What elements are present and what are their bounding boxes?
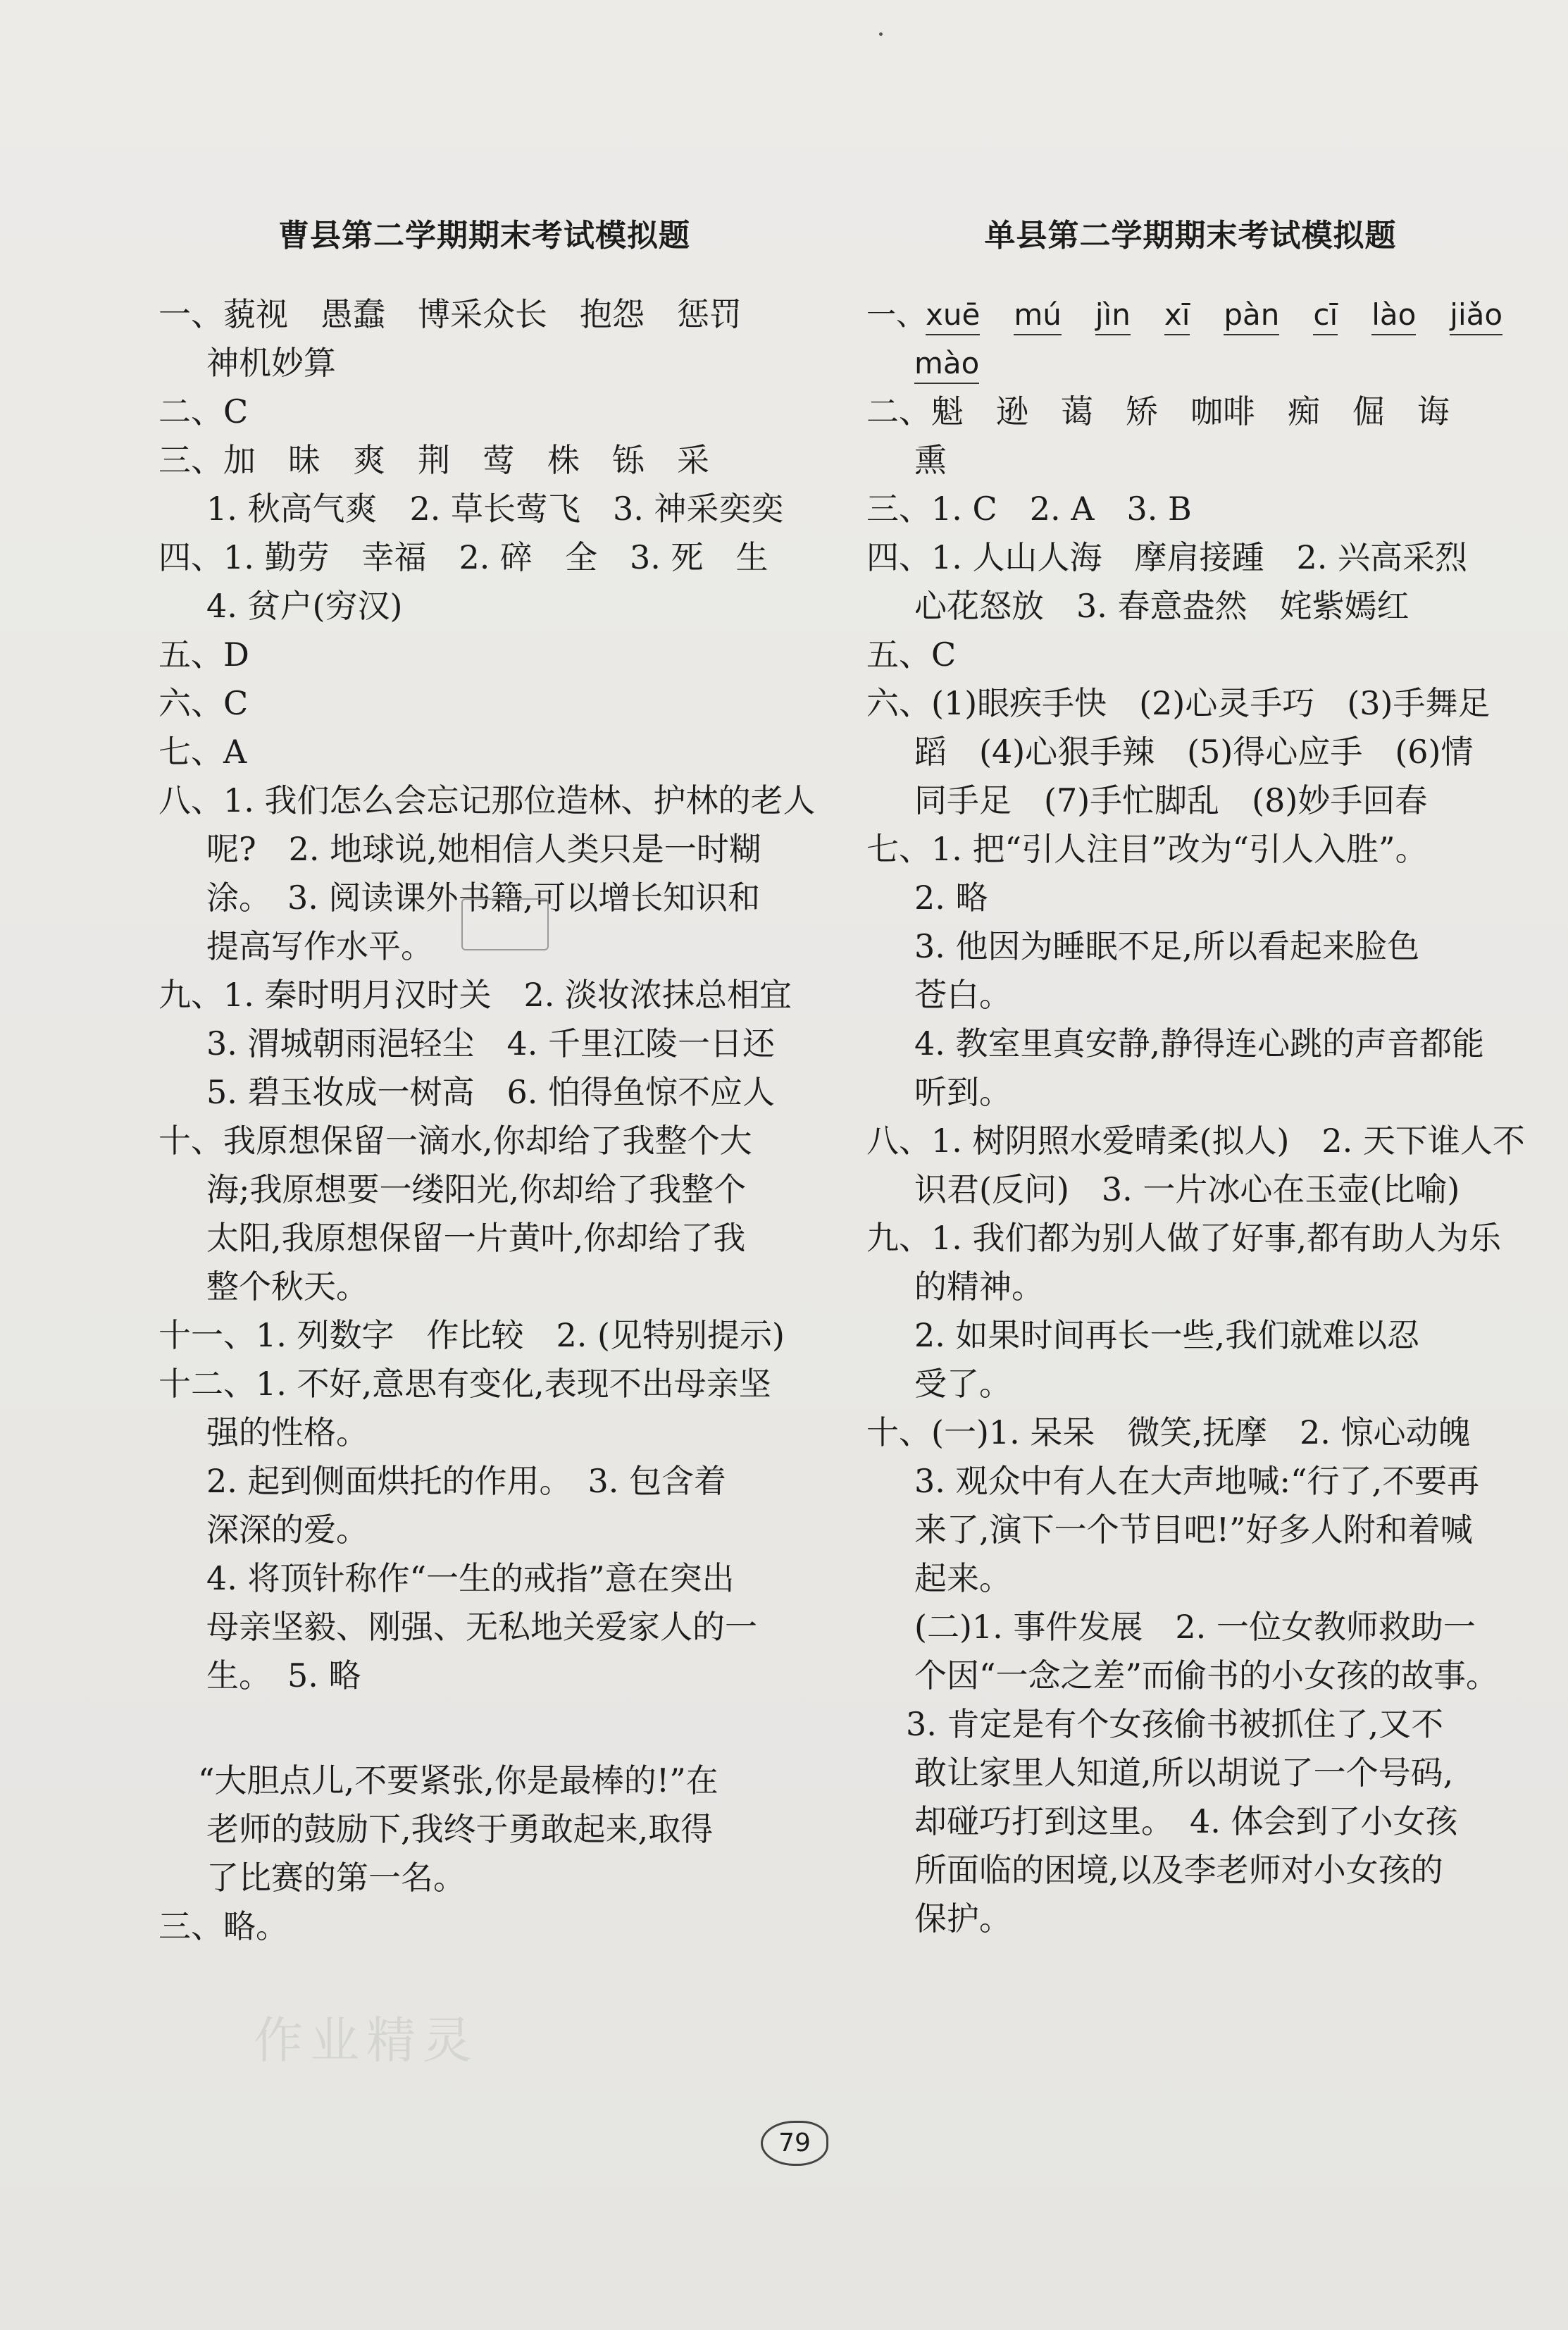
watermark-text: 作业精灵 bbox=[254, 2012, 479, 2069]
answer-line: 所面临的困境,以及李老师对小女孩的 bbox=[914, 1851, 1443, 1889]
answer-line: 2. 略 bbox=[914, 879, 988, 917]
answer-line: 3. 渭城朝雨浥轻尘 4. 千里江陵一日还 bbox=[206, 1024, 776, 1062]
pinyin-item: lào bbox=[1371, 296, 1416, 335]
answer-line: 八、1. 树阴照水爱晴柔(拟人) 2. 天下谁人不 bbox=[866, 1122, 1525, 1160]
answer-line: 呢? 2. 地球说,她相信人类只是一时糊 bbox=[206, 830, 761, 868]
answer-line: 母亲坚毅、刚强、无私地关爱家人的一 bbox=[206, 1608, 757, 1646]
answer-line: 三、略。 bbox=[158, 1907, 288, 1945]
answer-line: 七、1. 把“引人注目”改为“引人入胜”。 bbox=[866, 830, 1428, 868]
answer-line: 五、C bbox=[866, 636, 957, 674]
answer-line: 蹈 (4)心狠手辣 (5)得心应手 (6)情 bbox=[914, 733, 1474, 771]
pinyin-item: cī bbox=[1313, 296, 1338, 335]
answer-line: 3. 观众中有人在大声地喊:“行了,不要再 bbox=[914, 1462, 1480, 1500]
answer-line: 神机妙算 bbox=[206, 344, 336, 382]
right-title: 单县第二学期期末考试模拟题 bbox=[984, 218, 1397, 254]
answer-line: 九、1. 我们都为别人做了好事,都有助人为乐 bbox=[866, 1219, 1502, 1257]
answer-line: 2. 如果时间再长一些,我们就难以忍 bbox=[914, 1316, 1420, 1354]
pinyin-item: xī bbox=[1164, 296, 1190, 335]
answer-line: 十一、1. 列数字 作比较 2. (见特别提示) bbox=[158, 1316, 785, 1354]
answer-line: 却碰巧打到这里。 4. 体会到了小女孩 bbox=[914, 1802, 1458, 1840]
answer-line: 4. 教室里真安静,静得连心跳的声音都能 bbox=[914, 1024, 1485, 1062]
left-title: 曹县第二学期期末考试模拟题 bbox=[278, 218, 690, 254]
pinyin-item: mú bbox=[1014, 296, 1062, 335]
answer-line: 涂。 3. 阅读课外书籍,可以增长知识和 bbox=[206, 879, 761, 917]
answer-line: 太阳,我原想保留一片黄叶,你却给了我 bbox=[206, 1219, 746, 1257]
answer-line: 熏 bbox=[914, 441, 947, 479]
answer-line: 4. 贫户(穷汉) bbox=[206, 587, 403, 625]
answer-line: 五、D bbox=[158, 636, 249, 674]
left-answers bbox=[158, 290, 816, 1951]
answer-line: 来了,演下一个节目吧!”好多人附和着喊 bbox=[914, 1511, 1473, 1549]
pinyin-item: jìn bbox=[1095, 296, 1131, 335]
pinyin-line bbox=[866, 290, 1514, 339]
answer-line: 同手足 (7)手忙脚乱 (8)妙手回春 bbox=[914, 781, 1428, 819]
pinyin-item: mào bbox=[914, 345, 979, 384]
answer-line: 九、1. 秦时明月汉时关 2. 淡妆浓抹总相宜 bbox=[158, 976, 792, 1014]
answer-line: 二、C bbox=[158, 392, 249, 430]
answer-line: 十二、1. 不好,意思有变化,表现不出母亲坚 bbox=[158, 1365, 771, 1403]
answer-line: 六、(1)眼疾手快 (2)心灵手巧 (3)手舞足 bbox=[866, 684, 1491, 722]
pinyin-line bbox=[866, 339, 1514, 388]
answer-line: “大胆点儿,不要紧张,你是最棒的!”在 bbox=[198, 1761, 718, 1799]
speck bbox=[879, 32, 883, 36]
pinyin-item: jiǎo bbox=[1450, 296, 1502, 335]
answer-line: 整个秋天。 bbox=[206, 1268, 368, 1306]
answer-line: 3. 肯定是有个女孩偷书被抓住了,又不 bbox=[906, 1705, 1444, 1743]
answer-line: 起来。 bbox=[914, 1559, 1012, 1597]
answer-line: 深深的爱。 bbox=[206, 1511, 368, 1549]
answer-line: 八、1. 我们怎么会忘记那位造林、护林的老人 bbox=[158, 781, 816, 819]
pinyin-prefix: 一、 bbox=[866, 297, 926, 332]
answer-line: 4. 将顶针称作“一生的戒指”意在突出 bbox=[206, 1559, 735, 1597]
small-stamp bbox=[461, 898, 549, 950]
answer-line: 四、1. 人山人海 摩肩接踵 2. 兴高采烈 bbox=[866, 538, 1468, 576]
answer-line: 5. 碧玉妆成一树高 6. 怕得鱼惊不应人 bbox=[206, 1073, 776, 1111]
answer-line: 十、我原想保留一滴水,你却给了我整个大 bbox=[158, 1122, 752, 1160]
right-column bbox=[866, 211, 1525, 1943]
answer-line: 三、加 昧 爽 荆 莺 株 铄 采 bbox=[158, 441, 709, 479]
answer-line: 海;我原想要一缕阳光,你却给了我整个 bbox=[206, 1170, 747, 1208]
answer-line: 听到。 bbox=[914, 1073, 1012, 1111]
answer-line: 一、藐视 愚蠢 博采众长 抱怨 惩罚 bbox=[158, 295, 742, 333]
answer-line: 了比赛的第一名。 bbox=[206, 1859, 466, 1897]
answer-line: 1. 秋高气爽 2. 草长莺飞 3. 神采奕奕 bbox=[206, 490, 784, 528]
answer-line: 识君(反问) 3. 一片冰心在玉壶(比喻) bbox=[914, 1170, 1460, 1208]
answer-line: 强的性格。 bbox=[206, 1413, 368, 1451]
answer-line: 3. 他因为睡眠不足,所以看起来脸色 bbox=[914, 927, 1420, 965]
answer-line: 六、C bbox=[158, 684, 249, 722]
answer-line: 保护。 bbox=[914, 1900, 1012, 1938]
answer-line: 2. 起到侧面烘托的作用。 3. 包含着 bbox=[206, 1462, 727, 1500]
pinyin-item: pàn bbox=[1224, 296, 1279, 335]
answer-line: 心花怒放 3. 春意盎然 姹紫嫣红 bbox=[914, 587, 1410, 625]
answer-line: 的精神。 bbox=[914, 1268, 1044, 1306]
answer-line: 受了。 bbox=[914, 1365, 1012, 1403]
answer-line: 老师的鼓励下,我终于勇敢起来,取得 bbox=[206, 1810, 714, 1848]
right-answers bbox=[866, 290, 1525, 1943]
answer-line: 提高写作水平。 bbox=[206, 927, 433, 965]
answer-line: 敢让家里人知道,所以胡说了一个号码, bbox=[914, 1754, 1454, 1792]
left-column bbox=[158, 211, 816, 1951]
answer-line: 生。 5. 略 bbox=[206, 1656, 361, 1694]
answer-line: 七、A bbox=[158, 733, 247, 771]
answer-line: 十、(一)1. 呆呆 微笑,抚摩 2. 惊心动魄 bbox=[866, 1413, 1471, 1451]
answer-line: (二)1. 事件发展 2. 一位女教师救助一 bbox=[914, 1608, 1476, 1646]
page-number: 79 bbox=[761, 2121, 828, 2166]
pinyin-item: xuē bbox=[926, 296, 980, 335]
answer-line: 三、1. C 2. A 3. B bbox=[866, 490, 1192, 528]
answer-line: 个因“一念之差”而偷书的小女孩的故事。 bbox=[914, 1656, 1499, 1694]
answer-line: 四、1. 勤劳 幸福 2. 碎 全 3. 死 生 bbox=[158, 538, 769, 576]
answer-line: 苍白。 bbox=[914, 976, 1012, 1014]
answer-line: 二、魁 逊 蔼 矫 咖啡 痴 倔 诲 bbox=[866, 392, 1450, 430]
